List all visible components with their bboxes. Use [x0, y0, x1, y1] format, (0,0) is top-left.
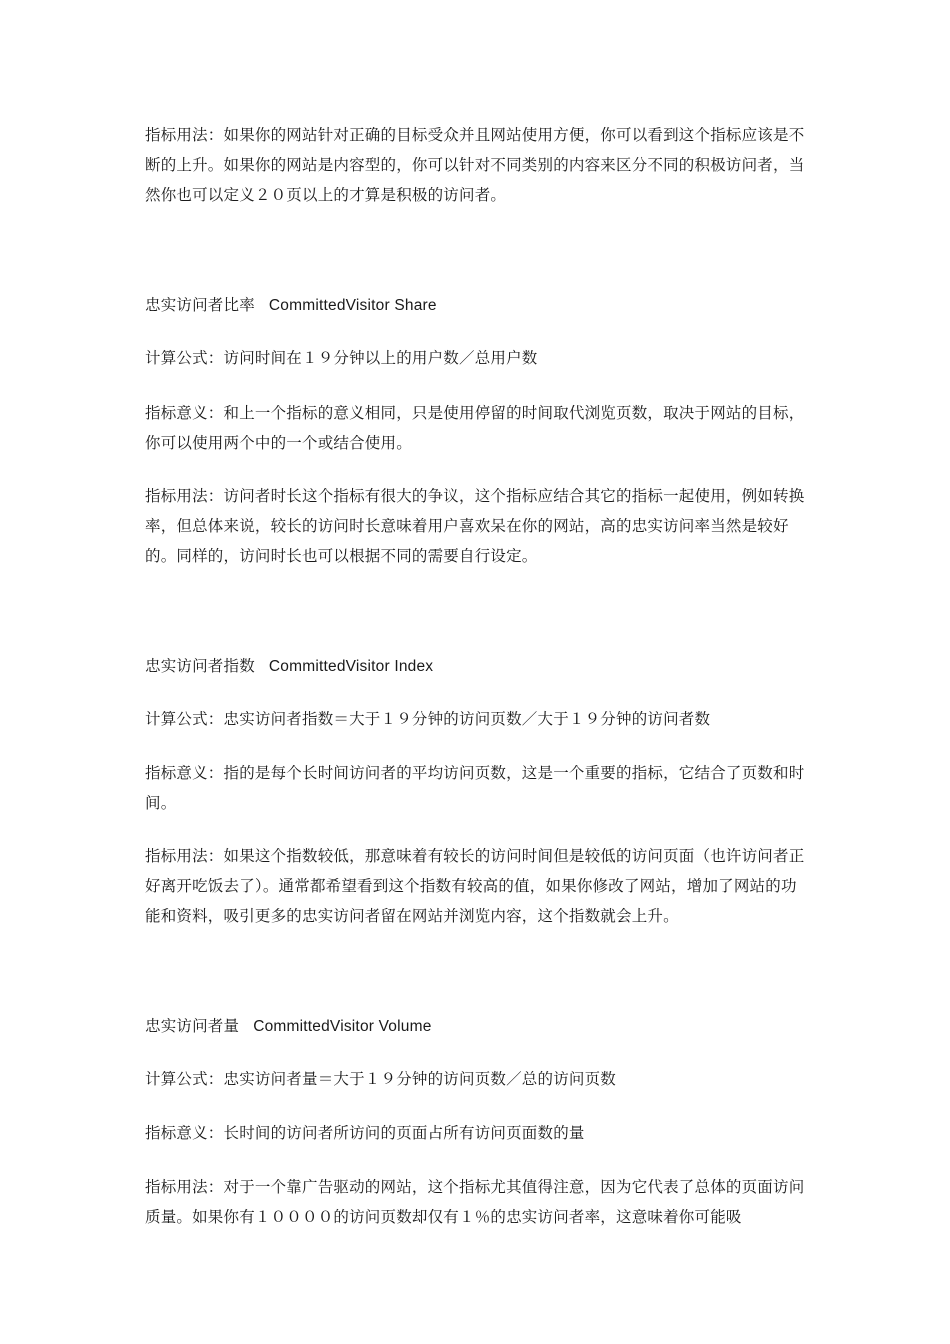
heading-cn: 忠实访问者量: [145, 1017, 240, 1035]
section-heading-volume: [145, 1011, 810, 1042]
formula-paragraph-volume: 计算公式：忠实访问者量＝大于１９分钟的访问页数／总的访问页数: [145, 1070, 617, 1088]
usage-paragraph-index: 指标用法：如果这个指数较低，那意味着有较长的访问时间但是较低的访问页面（也许访问者正好离开吃饭去了）。通常都希望看到这个指数有较高的值，如果你修改了网站，增加了网站的功能和资料，吸引更多的忠实访问者留在网站并浏览内容，这个指数就会上升。: [145, 847, 805, 925]
usage-paragraph-volume: 指标用法：对于一个靠广告驱动的网站，这个指标尤其值得注意，因为它代表了总体的页面访问质量。如果你有１００００的访问页数却仅有１％的忠实访问者率，这意味着你可能吸: [145, 1178, 805, 1226]
heading-en: CommittedVisitor Volume: [253, 1018, 432, 1035]
section-heading-index: [145, 651, 810, 682]
heading-en: CommittedVisitor Share: [268, 297, 437, 314]
heading-cn: 忠实访问者指数: [145, 657, 255, 675]
heading-en: CommittedVisitor Index: [268, 658, 434, 675]
meaning-paragraph-index: 指标意义：指的是每个长时间访问者的平均访问页数，这是一个重要的指标，它结合了页数和时间。: [145, 764, 805, 812]
meaning-paragraph-share: 指标意义：和上一个指标的意义相同，只是使用停留的时间取代浏览页数，取决于网站的目标，你可以使用两个中的一个或结合使用。: [145, 404, 805, 452]
heading-cn: 忠实访问者比率: [145, 296, 255, 314]
intro-usage-paragraph: 指标用法：如果你的网站针对正确的目标受众并且网站使用方便，你可以看到这个指标应该是不断的上升。如果你的网站是内容型的，你可以针对不同类别的内容来区分不同的积极访问者，当然你也可以定义２０页以上的才算是积极的访问者。: [145, 126, 805, 204]
formula-paragraph-index: 计算公式：忠实访问者指数＝大于１９分钟的访问页数／大于１９分钟的访问者数: [145, 710, 711, 728]
section-heading-share: [145, 290, 810, 321]
formula-paragraph-share: 计算公式：访问时间在１９分钟以上的用户数／总用户数: [145, 349, 538, 367]
meaning-paragraph-volume: 指标意义：长时间的访问者所访问的页面占所有访问页面数的量: [145, 1124, 585, 1142]
usage-paragraph-share: 指标用法：访问者时长这个指标有很大的争议，这个指标应结合其它的指标一起使用，例如转换率，但总体来说，较长的访问时长意味着用户喜欢呆在你的网站，高的忠实访问率当然是较好的。同样的，访问时长也可以根据不同的需要自行设定。: [145, 487, 805, 565]
